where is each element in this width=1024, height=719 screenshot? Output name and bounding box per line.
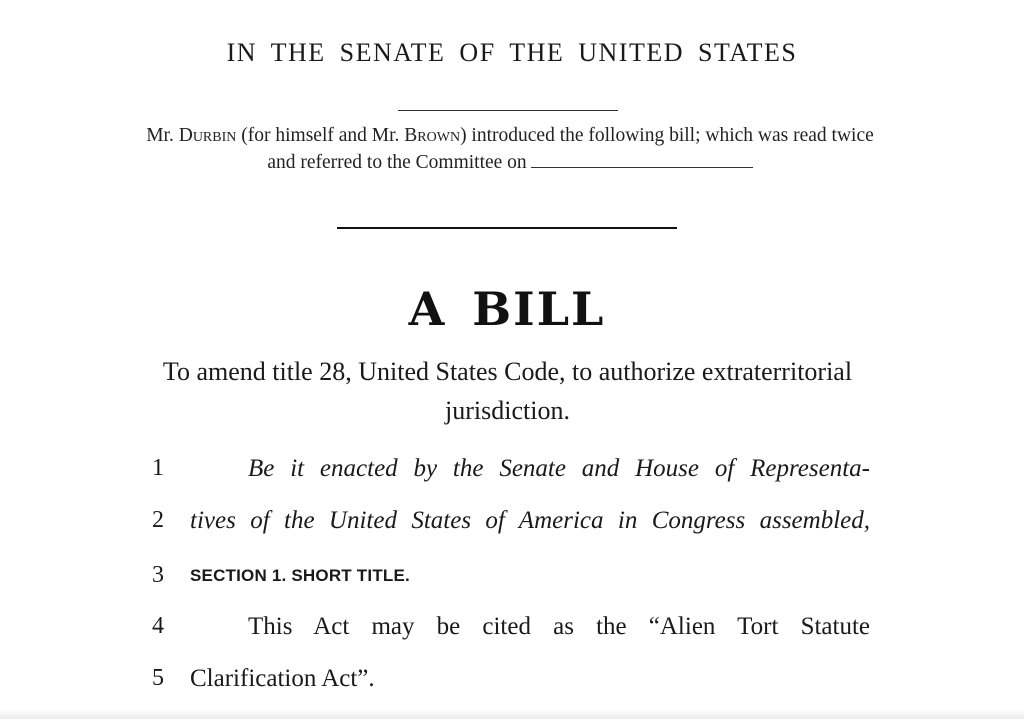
section-heading: SECTION 1. SHORT TITLE.	[190, 566, 410, 585]
committee-blank	[531, 153, 753, 168]
short-title-line-2: Clarification Act”.	[190, 665, 375, 692]
line-number: 1	[152, 455, 164, 481]
cosponsor-name: Brown	[404, 125, 461, 146]
line-number: 3	[152, 562, 164, 588]
bill-line	[0, 562, 1024, 602]
short-title-line-1: This Act may be cited as the “Alien Tort Statute	[248, 613, 870, 640]
bill-heading: A BILL	[408, 282, 606, 336]
header-divider	[398, 110, 618, 111]
intro-suffix: ) introduced the following bill; which was read twice and referred to the Committee on	[267, 125, 874, 173]
intro-middle: (for himself and Mr.	[236, 125, 405, 146]
intro-prefix: Mr.	[146, 125, 179, 146]
chamber-heading: IN THE SENATE OF THE UNITED STATES	[226, 38, 798, 67]
enacting-clause-line-2: tives of the United States of America in Congress assembled,	[190, 507, 870, 534]
title-divider	[337, 227, 677, 229]
line-number: 5	[152, 665, 164, 691]
bill-purpose: To amend title 28, United States Code, to authorize extraterritorial jurisdiction.	[162, 357, 853, 425]
line-number: 2	[152, 507, 164, 533]
bill-line	[0, 613, 1024, 653]
page-bottom-edge	[0, 709, 1024, 719]
sponsor-name: Durbin	[178, 125, 237, 146]
line-number: 4	[152, 613, 164, 639]
bill-line	[0, 665, 1024, 705]
bill-line	[0, 507, 1024, 547]
bill-line	[0, 455, 1024, 495]
enacting-clause-line-1: Be it enacted by the Senate and House of Representa-	[248, 455, 870, 482]
introduction-paragraph	[140, 122, 880, 176]
